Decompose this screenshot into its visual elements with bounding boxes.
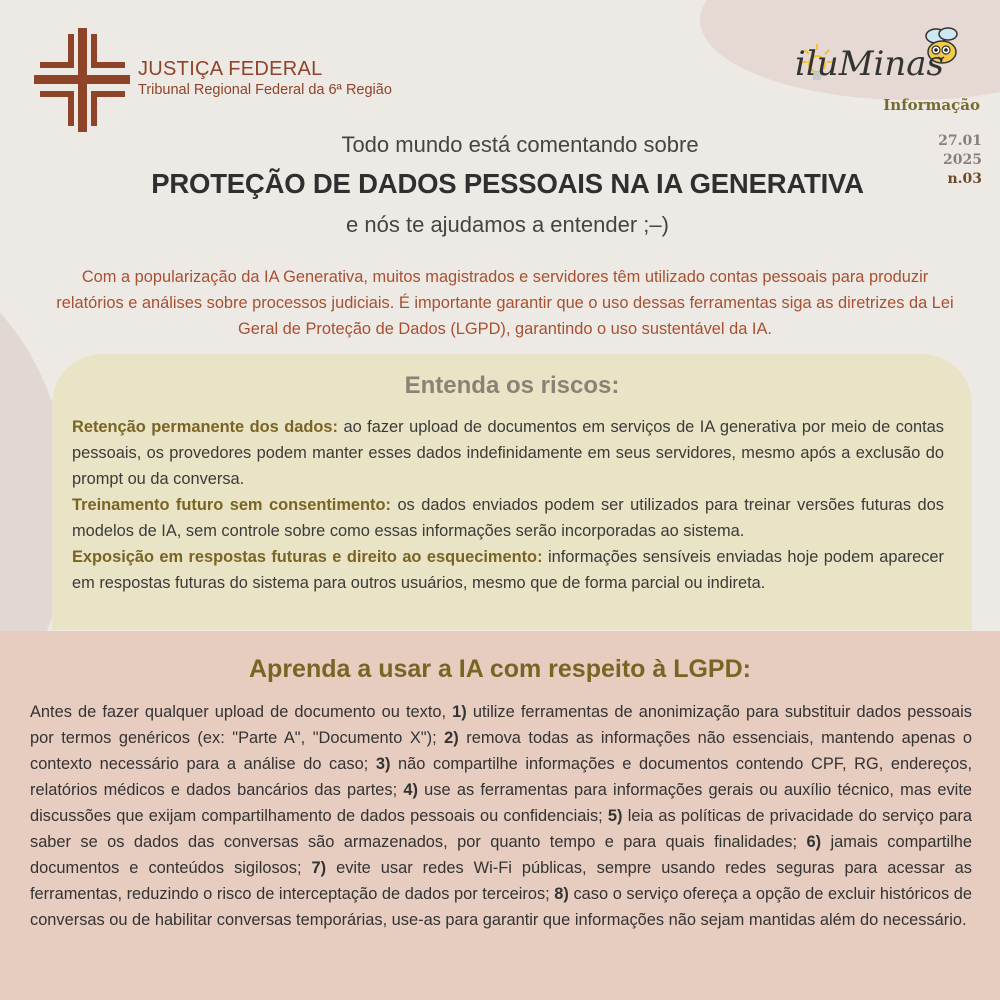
issue-number: n.03: [947, 171, 982, 187]
risks-list: [72, 414, 944, 596]
step-number: 3): [375, 755, 391, 773]
risk-label: Exposição em respostas futuras e direito ao esquecimento:: [72, 548, 543, 566]
step-number: 8): [554, 885, 569, 903]
lgpd-title: Aprenda a usar a IA com respeito à LGPD:: [249, 655, 751, 683]
step-text: utilize ferramentas de anonimização para substituir dados pessoais por termos genéricos (ex: "Parte A", "Documento X");: [30, 703, 972, 747]
risk-text: ao fazer upload de documentos em serviços de IA generativa por meio de contas pessoais, os provedores podem manter esses dados indefinidamente em seus servidores, mesmo após a exclusão do prompt ou da conversa.: [72, 418, 944, 488]
risks-title: Entenda os riscos:: [404, 372, 620, 399]
risk-label: Treinamento futuro sem consentimento:: [72, 496, 391, 514]
brand-name: iluMinas: [795, 44, 944, 84]
intro-paragraph: Com a popularização da IA Generativa, muitos magistrados e servidores têm utilizado contas pessoais para produzir relatórios e análises sobre processos judiciais. É importante garantir que o uso dessas ferramentas siga as diretrizes da Lei Geral de Proteção de Dados (LGPD), garantindo o uso sustentável da IA.: [56, 268, 954, 338]
date-year: 2025: [943, 152, 982, 168]
step-number: 7): [311, 859, 327, 877]
step-number: 6): [806, 833, 822, 851]
step-text: evite usar redes Wi-Fi públicas, sempre usando redes seguras para acessar as ferramentas, reduzindo o risco de interceptação de dados por terceiros;: [30, 859, 972, 903]
step-text: jamais compartilhe documentos e conteúdos sigilosos;: [30, 833, 972, 877]
org-name-block: [138, 58, 392, 100]
risk-label: Retenção permanente dos dados:: [72, 418, 338, 436]
lgpd-panel: [0, 631, 1000, 1000]
step-text: leia as políticas de privacidade do serviço para saber se os dados das conversas são armazenados, por quanto tempo e para quais finalidades;: [30, 807, 972, 851]
risk-text: os dados enviados podem ser utilizados para treinar versões futuras dos modelos de IA, sem controle sobre como essas informações serão incorporadas ao sistema.: [72, 496, 944, 540]
page-title: PROTEÇÃO DE DADOS PESSOAIS NA IA GENERATIVA: [151, 168, 864, 199]
step-number: 5): [607, 807, 623, 825]
step-text: não compartilhe informações e documentos contendo CPF, RG, endereços, relatórios médicos e dados bancários das partes;: [30, 755, 972, 799]
risk-item: [72, 492, 944, 544]
org-subtitle: Tribunal Regional Federal da 6ª Região: [138, 82, 392, 98]
step-number: 2): [444, 729, 459, 747]
date-day-month: 27.01: [938, 133, 982, 149]
risk-text: informações sensíveis enviadas hoje podem aparecer em respostas futuras do sistema para outros usuários, mesmo que de forma parcial ou indireta.: [72, 548, 944, 592]
lgpd-steps-paragraph: [30, 699, 972, 933]
step-text: caso o serviço ofereça a opção de excluir históricos de conversas ou de habilitar conversas temporárias, use-as para garantir que informações não sejam mantidas além do necessário.: [30, 885, 972, 929]
tagline: e nós te ajudamos a entender ;–): [346, 212, 669, 237]
risk-item: [72, 414, 944, 492]
step-number: 4): [403, 781, 418, 799]
step-text: remova todas as informações não essenciais, mantendo apenas o contexto necessário para a análise do caso;: [30, 729, 972, 773]
brand-subtitle: Informação: [883, 96, 980, 114]
justica-federal-logo-icon: [34, 28, 130, 132]
kicker-text: Todo mundo está comentando sobre: [341, 132, 699, 157]
step-text: use as ferramentas para informações gerais ou auxílio técnico, mas evite discussões que exijam compartilhamento de dados pessoais ou confidenciais;: [30, 781, 972, 825]
lgpd-intro: Antes de fazer qualquer upload de documento ou texto,: [30, 703, 453, 721]
org-title: JUSTIÇA FEDERAL: [138, 58, 323, 80]
step-number: 1): [452, 703, 467, 721]
risks-panel: [52, 354, 972, 630]
risk-item: [72, 544, 944, 596]
header: [0, 0, 1000, 250]
